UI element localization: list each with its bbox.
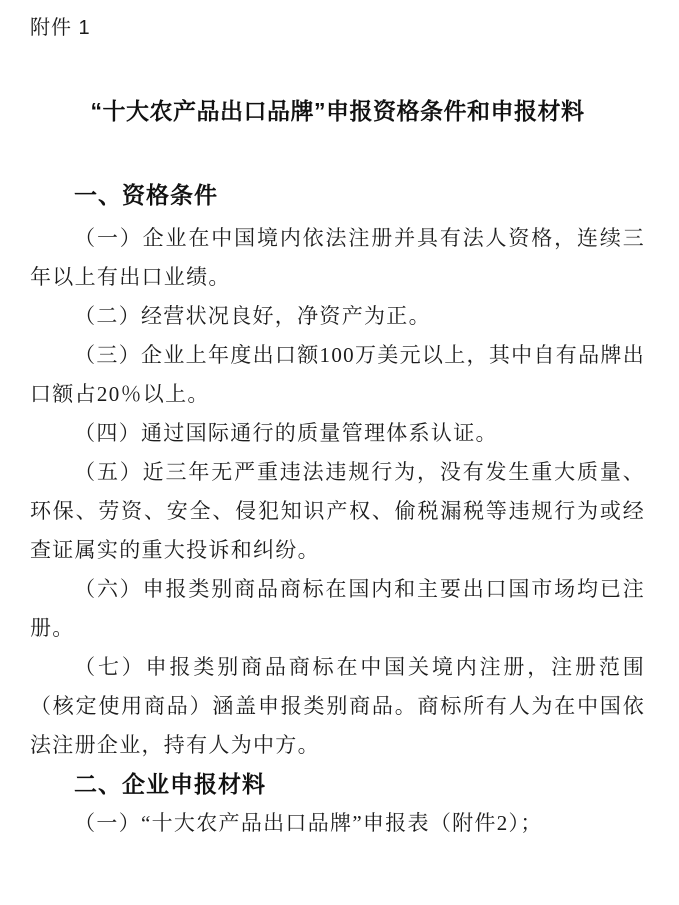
qualification-item-6: （六）申报类别商品商标在国内和主要出口国市场均已注册。 — [30, 577, 645, 640]
qualification-item-3: （三）企业上年度出口额100万美元以上，其中自有品牌出口额占20％以上。 — [30, 343, 645, 406]
section-heading-materials: 二、企业申报材料 — [74, 771, 266, 797]
qualification-item-1: （一）企业在中国境内依法注册并具有法人资格，连续三年以上有出口业绩。 — [30, 226, 645, 289]
attachment-label: 附件 1 — [30, 17, 91, 39]
section-qualifications — [30, 180, 645, 765]
material-item-1: （一）“十大农产品出口品牌”申报表（附件2）； — [74, 811, 543, 835]
qualification-item-2: （二）经营状况良好，净资产为正。 — [74, 304, 431, 328]
qualification-item-7: （七）申报类别商品商标在中国关境内注册，注册范围（核定使用商品）涵盖申报类别商品。商标所有人为在中国依法注册企业，持有人为中方。 — [30, 655, 645, 757]
section-application-materials — [30, 765, 645, 843]
qualification-item-4: （四）通过国际通行的质量管理体系认证。 — [74, 421, 498, 445]
qualification-item-5: （五）近三年无严重违法违规行为，没有发生重大质量、环保、劳资、安全、侵犯知识产权、偷税漏税等违规行为或经查证属实的重大投诉和纠纷。 — [30, 460, 645, 562]
document-title: “十大农产品出口品牌”申报资格条件和申报材料 — [90, 98, 585, 124]
section-heading-qualifications: 一、资格条件 — [74, 182, 218, 208]
